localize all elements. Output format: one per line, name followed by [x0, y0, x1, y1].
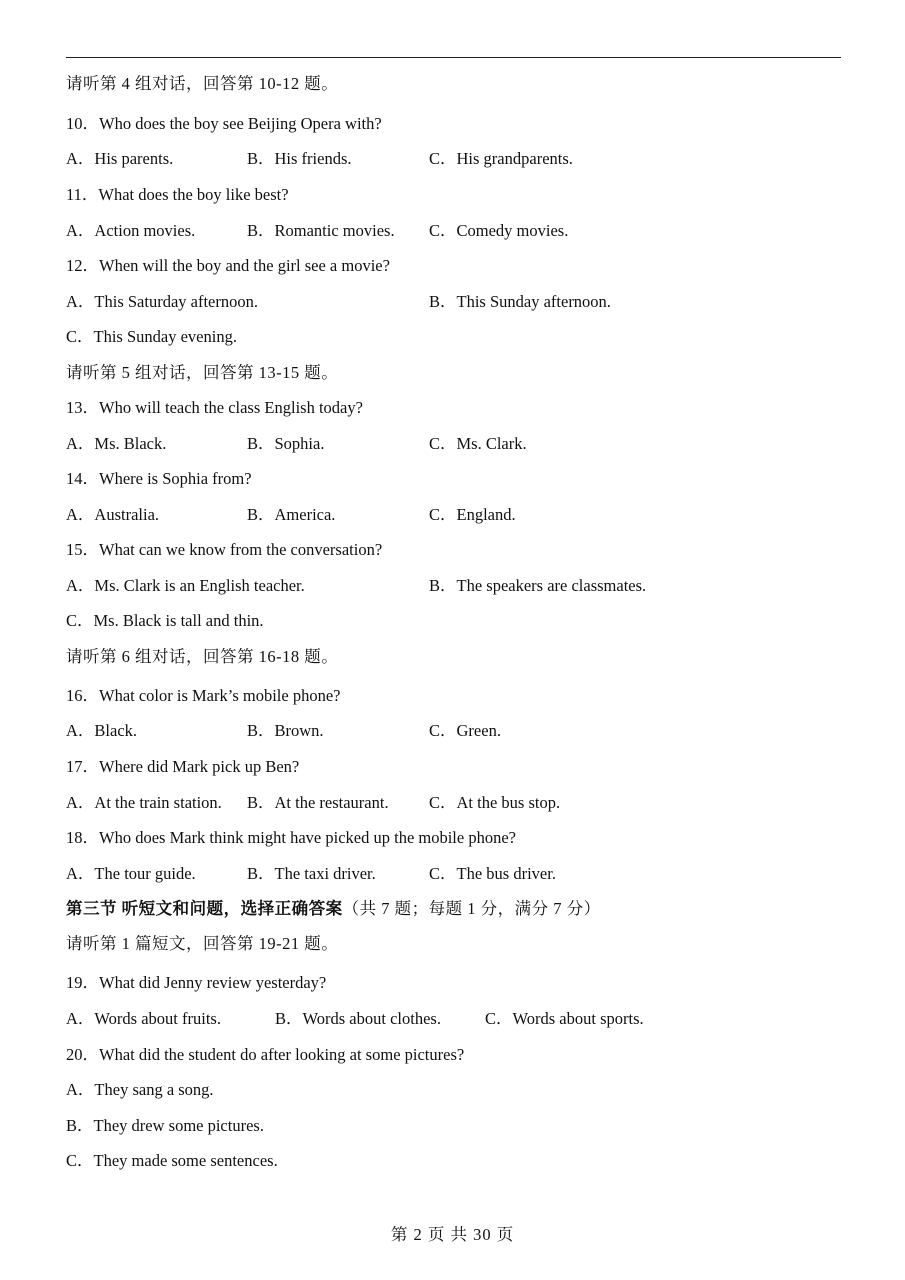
q16-option-b: B．Brown.	[247, 721, 324, 740]
q13-option-a: A．Ms. Black.	[66, 434, 167, 453]
section-heading-group-6: 请听第 6 组对话，回答第 16-18 题。	[66, 647, 339, 666]
question-18: 18．Who does Mark think might have picked up the mobile phone?	[66, 828, 516, 847]
part-3-scoring-note: （共 7 题；每题 1 分，满分 7 分）	[342, 899, 601, 918]
q15-option-b: B．The speakers are classmates.	[429, 576, 647, 595]
q11-option-b: B．Romantic movies.	[247, 221, 395, 240]
q13-option-b: B．Sophia.	[247, 434, 325, 453]
part-3-heading	[66, 898, 601, 920]
section-heading-group-4: 请听第 4 组对话，回答第 10-12 题。	[66, 74, 339, 93]
q12-option-c: C．This Sunday evening.	[66, 327, 237, 346]
q12-option-a: A．This Saturday afternoon.	[66, 292, 258, 311]
q17-option-c: C．At the bus stop.	[429, 793, 561, 812]
question-16: 16．What color is Mark’s mobile phone?	[66, 686, 341, 705]
q18-option-b: B．The taxi driver.	[247, 864, 376, 883]
q18-option-a: A．The tour guide.	[66, 864, 196, 883]
q19-option-b: B．Words about clothes.	[275, 1009, 441, 1028]
section-heading-group-5: 请听第 5 组对话，回答第 13-15 题。	[66, 363, 339, 382]
q18-option-c: C．The bus driver.	[429, 864, 556, 883]
q10-option-b: B．His friends.	[247, 149, 352, 168]
q19-option-c: C．Words about sports.	[485, 1009, 644, 1028]
q13-option-c: C．Ms. Clark.	[429, 434, 527, 453]
question-15: 15．What can we know from the conversation?	[66, 540, 383, 559]
question-19: 19．What did Jenny review yesterday?	[66, 973, 327, 992]
q20-option-c: C．They made some sentences.	[66, 1151, 278, 1170]
q11-option-c: C．Comedy movies.	[429, 221, 569, 240]
question-11: 11．What does the boy like best?	[66, 185, 289, 204]
q14-option-b: B．America.	[247, 505, 336, 524]
question-10: 10．Who does the boy see Beijing Opera with?	[66, 114, 382, 133]
q11-option-a: A．Action movies.	[66, 221, 196, 240]
question-13: 13．Who will teach the class English today?	[66, 398, 363, 417]
q10-option-c: C．His grandparents.	[429, 149, 573, 168]
q16-option-c: C．Green.	[429, 721, 501, 740]
q14-option-a: A．Australia.	[66, 505, 160, 524]
part-3-title: 第三节 听短文和问题，选择正确答案	[66, 899, 343, 918]
q12-option-b: B．This Sunday afternoon.	[429, 292, 611, 311]
q17-option-b: B．At the restaurant.	[247, 793, 389, 812]
q20-option-a: A．They sang a song.	[66, 1080, 214, 1099]
page-footer: 第 2 页 共 30 页	[390, 1225, 515, 1244]
section-heading-passage-1: 请听第 1 篇短文，回答第 19-21 题。	[66, 934, 339, 953]
question-14: 14．Where is Sophia from?	[66, 469, 252, 488]
q14-option-c: C．England.	[429, 505, 516, 524]
q16-option-a: A．Black.	[66, 721, 138, 740]
q15-option-c: C．Ms. Black is tall and thin.	[66, 611, 264, 630]
q19-option-a: A．Words about fruits.	[66, 1009, 221, 1028]
question-20: 20．What did the student do after looking at some pictures?	[66, 1045, 465, 1064]
q20-option-b: B．They drew some pictures.	[66, 1116, 264, 1135]
question-12: 12．When will the boy and the girl see a movie?	[66, 256, 390, 275]
q10-option-a: A．His parents.	[66, 149, 174, 168]
q17-option-a: A．At the train station.	[66, 793, 222, 812]
q15-option-a: A．Ms. Clark is an English teacher.	[66, 576, 305, 595]
question-17: 17．Where did Mark pick up Ben?	[66, 757, 300, 776]
header-rule	[66, 57, 841, 58]
